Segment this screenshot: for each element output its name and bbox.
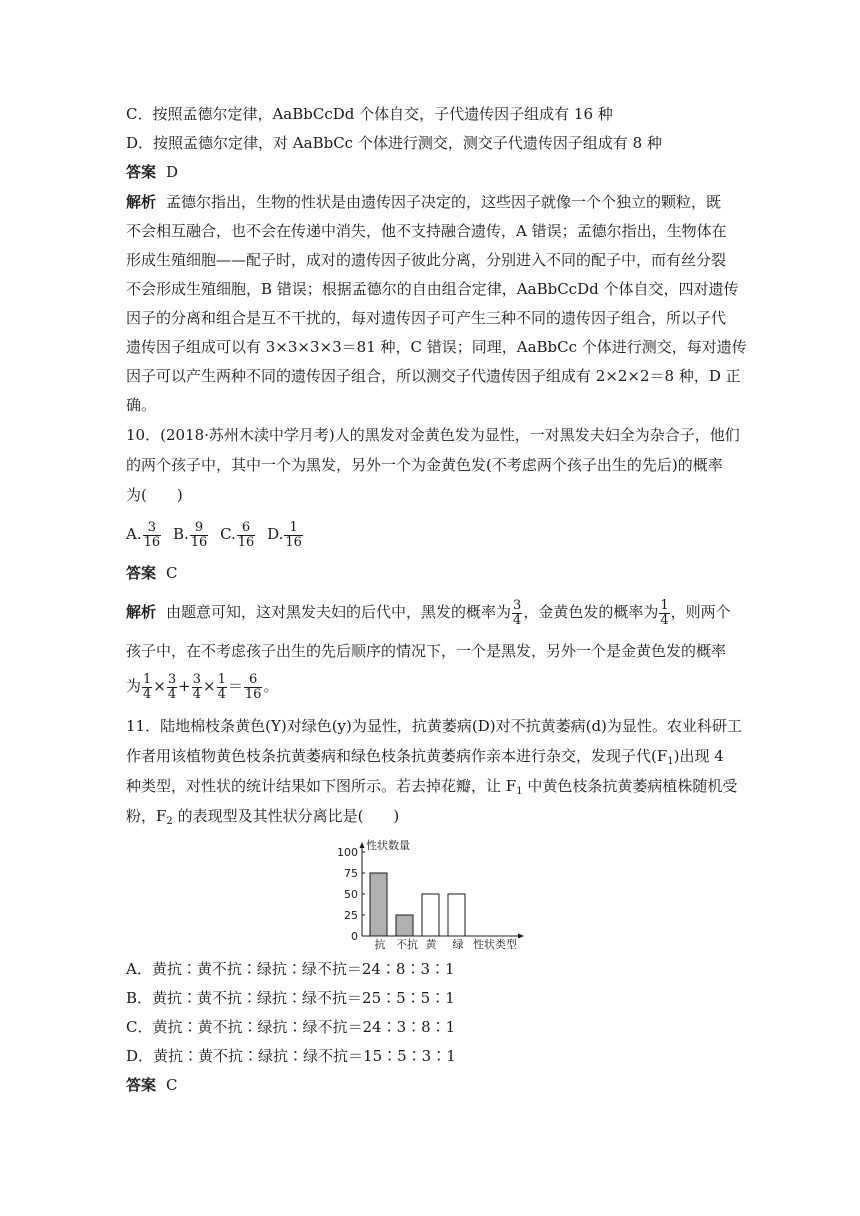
option-c-q9: C．按照孟德尔定律，AaBbCcDd 个体自交，子代遗传因子组成有 16 种 [126,105,613,123]
numerator: 6 [241,519,251,535]
question-11-line-2 [126,746,736,766]
analysis-q9-line-1 [126,192,736,212]
analysis-label: 解析 [126,193,157,211]
fraction [237,521,256,550]
analysis-text: 由题意可知，这对黑发夫妇的后代中，黑发的概率为 [166,603,512,621]
option-c [220,518,256,550]
y-tick-label: 0 [351,930,358,943]
answer-q9 [126,162,736,182]
fraction [167,673,177,702]
analysis-q9-line-3: 形成生殖细胞——配子时，成对的遗传因子彼此分离，分别进入不同的配子中，而有丝分裂 [126,251,727,269]
denominator: 4 [660,612,669,628]
numerator: 6 [249,671,258,687]
option-letter: B. [172,525,189,543]
times-sign: × [153,677,166,695]
numerator: 1 [660,597,669,613]
analysis-q9-line-4: 不会形成生殖细胞，B 错误；根据孟德尔的自由组合定律，AaBbCcDd 个体自交，四对遗传 [126,280,739,298]
bar-3 [448,894,465,936]
analysis-q9-line-2: 不会相互融合，也不会在传递中消失，他不支持融合遗传，A 错误；孟德尔指出，生物体在 [126,222,727,240]
question-10-line-2: 的两个孩子中，其中一个为黑发，另外一个为金黄色发(不考虑两个孩子出生的先后)的概率 [126,456,723,474]
question-text: 的表现型及其性状分离比是( ) [172,807,400,825]
denominator: 4 [143,686,152,702]
option-letter: D. [267,525,284,543]
question-11-option-a: A．黄抗∶黄不抗∶绿抗∶绿不抗＝24∶8∶3∶1 [126,960,455,978]
option-d-q9: D．按照孟德尔定律，对 AaBbCc 个体进行测交，测交子代遗传因子组成有 8 种 [126,134,662,152]
option-letter: A. [126,525,142,543]
bar-1 [396,915,413,936]
answer-q11 [126,1075,736,1095]
numerator: 1 [289,519,298,535]
analysis-q9-line-8: 确。 [126,396,157,414]
fraction [512,599,522,628]
answer-label: 答案 [126,1076,157,1094]
fraction [244,673,263,702]
answer-label: 答案 [126,564,157,582]
analysis-text: 为 [126,677,142,695]
question-10-line-3: 为( ) [126,486,183,504]
bar-0 [370,873,387,936]
denominator: 16 [237,534,255,550]
analysis-q9-line-5: 因子的分离和组合是互不干扰的，每对遗传因子可产生三种不同的遗传因子组合，所以子代 [126,309,727,327]
denominator: 4 [513,612,522,628]
answer-value: D [166,163,179,181]
fraction [190,521,209,550]
answer-value: C [166,564,178,582]
denominator: 16 [285,534,302,550]
question-text: 种类型，对性状的统计结果如下图所示。若去掉花瓣，让 F [126,777,517,795]
question-11-line-1: 11．陆地棉枝条黄色(Y)对绿色(y)为显性，抗黄萎病(D)对不抗黄萎病(d)为显性。农业科研工 [126,717,742,735]
times-sign: × [203,677,216,695]
fraction [217,673,227,702]
question-11-option-c: C．黄抗∶黄不抗∶绿抗∶绿不抗＝24∶3∶8∶1 [126,1018,456,1036]
denominator: 16 [244,686,262,702]
numerator: 1 [217,671,226,687]
subscript: 2 [166,816,173,827]
plus-sign: + [178,677,191,695]
analysis-q10-line-3 [126,670,736,702]
question-10-line-1: 10．(2018·苏州木渎中学月考)人的黑发对金黄色发为显性，一对黑发夫妇全为杂合子，他们 [126,426,740,444]
analysis-text: 孟德尔指出，生物的性状是由遗传因子决定的，这些因子就像一个个独立的颗粒，既 [166,193,722,211]
question-text: )出现 4 [673,747,724,765]
question-10-options [126,518,736,550]
fraction [143,521,162,550]
fraction [659,599,669,628]
bar-2 [422,894,439,936]
question-11-line-3 [126,776,736,796]
denominator: 4 [167,686,177,702]
numerator: 1 [143,671,152,687]
question-11-option-d: D．黄抗∶黄不抗∶绿抗∶绿不抗＝15∶5∶3∶1 [126,1047,456,1065]
numerator: 9 [194,519,204,535]
analysis-q10-line-2: 孩子中，在不考虑孩子出生的先后顺序的情况下，一个是黑发，另外一个是金黄色发的概率 [126,642,727,660]
analysis-q10-line-1 [126,596,736,628]
y-tick-label: 100 [337,846,358,859]
numerator: 3 [147,519,157,535]
x-axis-arrow [518,934,524,939]
fraction [284,521,303,550]
subscript: 1 [516,786,523,797]
question-11-line-4 [126,806,736,826]
answer-label: 答案 [126,163,157,181]
x-category-label: 黄 [425,938,437,951]
option-d [267,518,304,550]
question-11-option-b: B．黄抗∶黄不抗∶绿抗∶绿不抗＝25∶5∶5∶1 [126,989,455,1007]
question-text: 中黄色枝条抗黄萎病植株随机受 [522,777,738,795]
analysis-text: ，则两个 [670,603,731,621]
option-a [126,518,162,550]
answer-value: C [166,1076,178,1094]
analysis-q9-line-7: 因子可以产生两种不同的遗传因子组合，所以测交子代遗传因子组成有 2×2×2＝8 种，D 正 [126,367,741,385]
analysis-text: 。 [263,677,279,695]
y-tick-label: 50 [344,888,358,901]
answer-q10 [126,563,736,583]
question-text: 作者用该植物黄色枝条抗黄萎病和绿色枝条抗黄萎病作亲本进行杂交，发现子代(F [126,747,668,765]
x-category-label: 绿 [452,938,464,951]
fraction [142,673,152,702]
equals-sign: ＝ [227,677,243,695]
subscript: 1 [667,756,674,767]
y-tick-label: 75 [344,867,358,880]
analysis-label: 解析 [126,603,157,621]
y-axis-arrow [360,842,365,848]
analysis-q9-line-6: 遗传因子组成可以有 3×3×3×3＝81 种，C 错误；同理，AaBbCc 个体进行测交，每对遗传 [126,338,747,356]
x-category-label: 不抗 [396,938,418,951]
trait-bar-chart [330,836,530,952]
numerator: 3 [167,671,177,687]
y-axis-label: 性状数量 [366,839,410,852]
numerator: 3 [513,597,522,613]
denominator: 16 [143,534,161,550]
question-text: 粉，F [126,807,167,825]
denominator: 4 [192,686,202,702]
option-letter: C. [220,525,236,543]
option-b [173,518,209,550]
numerator: 3 [192,671,202,687]
denominator: 16 [190,534,208,550]
analysis-text: ，金黄色发的概率为 [523,603,659,621]
x-axis-label: 性状类型 [473,938,517,951]
fraction [192,673,202,702]
x-category-label: 抗 [374,938,386,951]
y-tick-label: 25 [344,909,358,922]
denominator: 4 [217,686,226,702]
